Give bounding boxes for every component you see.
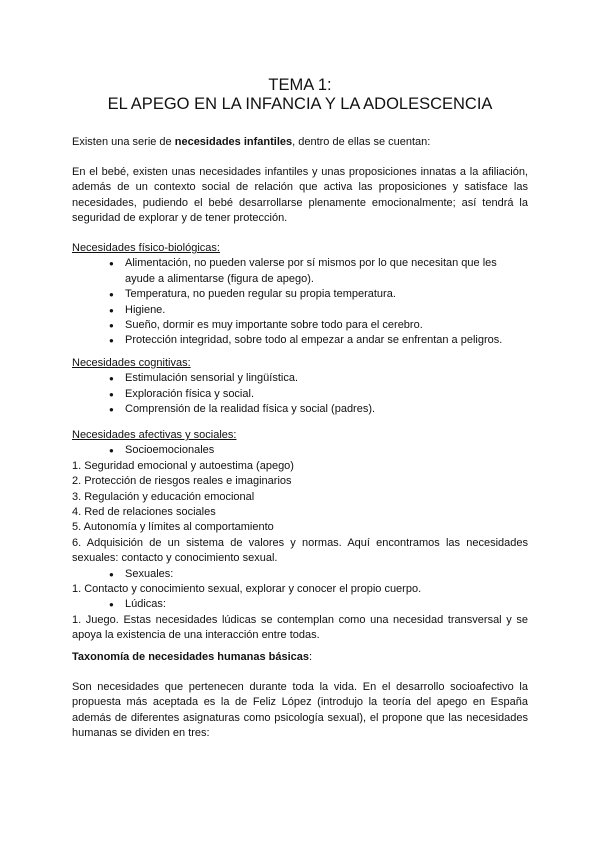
section-afectivas <box>72 428 528 644</box>
section-heading-cognitivas: Necesidades cognitivas: <box>72 357 191 369</box>
list-item: ● Comprensión de la realidad física y social (padres). <box>72 402 528 417</box>
section-heading-afectivas: Necesidades afectivas y sociales: <box>72 429 237 441</box>
sexuales-label-list <box>72 567 528 582</box>
socio-label: ● Socioemocionales <box>72 443 528 458</box>
list-item: ● Temperatura, no pueden regular su propia temperatura. <box>72 287 528 302</box>
intro-after: , dentro de ellas se cuentan: <box>292 136 431 148</box>
taxonomia-heading-colon: : <box>309 651 313 663</box>
list-item: ● Alimentación, no pueden valerse por sí mismos por lo que necesitan que les ayude a alimentarse (figura de apego). <box>72 256 528 287</box>
list-item: ● Exploración física y social. <box>72 387 528 402</box>
list-item: ● Higiene. <box>72 303 528 318</box>
section-cognitivas <box>72 356 528 418</box>
cognitivas-list <box>72 371 528 417</box>
section-fisico <box>72 241 528 349</box>
socio-label-list <box>72 443 528 458</box>
ludicas-label: ● Lúdicas: <box>72 597 528 612</box>
bebe-paragraph: En el bebé, existen unas necesidades infantiles y unas proposiciones innatas a la afiliación, además de un contexto social de relación que activa las proposiciones y satisface las necesidades, pudiendo el bebé desarrollarse plenamente emocionalmente; así tendrá la seguridad de explorar y de tener protección. <box>72 166 528 225</box>
numbered-item: 6. Adquisición de un sistema de valores y normas. Aquí encontramos las necesidades sexuales: contacto y conocimiento sexual. <box>72 536 528 565</box>
section-heading-fisico: Necesidades físico-biológicas: <box>72 242 220 254</box>
list-item: ● Estimulación sensorial y lingüística. <box>72 371 528 386</box>
numbered-item: 1. Contacto y conocimiento sexual, explorar y conocer el propio cuerpo. <box>72 583 422 596</box>
sexuales-label: ● Sexuales: <box>72 567 528 582</box>
page-title-line1: TEMA 1: <box>268 76 332 94</box>
numbered-item: 2. Protección de riesgos reales e imaginarios <box>72 475 292 488</box>
taxonomia-paragraph: Son necesidades que pertenecen durante toda la vida. En el desarrollo socioafectivo la propuesta más aceptada es la de Feliz López (introdujo la teoría del apego en España además de diferentes asignaturas como psicología sexual), el propone que las necesidades humanas se dividen en tres: <box>72 681 528 740</box>
intro-paragraph <box>72 135 528 150</box>
numbered-item: 1. Juego. Estas necesidades lúdicas se contemplan como una necesidad transversal y se apoya la existencia de una interacción entre todas. <box>72 613 528 642</box>
numbered-item: 4. Red de relaciones sociales <box>72 506 216 519</box>
page-title-line2: EL APEGO EN LA INFANCIA Y LA ADOLESCENCIA <box>107 95 493 113</box>
fisico-list <box>72 256 528 348</box>
taxonomia-heading <box>72 650 528 665</box>
intro-bold: necesidades infantiles <box>174 136 293 148</box>
numbered-item: 1. Seguridad emocional y autoestima (apego) <box>72 459 294 472</box>
taxonomia-heading-bold: Taxonomía de necesidades humanas básicas <box>72 651 310 663</box>
numbered-item: 5. Autonomía y límites al comportamiento <box>72 521 274 534</box>
numbered-item: 3. Regulación y educación emocional <box>72 490 255 503</box>
intro-before: Existen una serie de <box>72 136 175 148</box>
list-item: ● Protección integridad, sobre todo al empezar a andar se enfrentan a peligros. <box>72 333 528 348</box>
list-item: ● Sueño, dormir es muy importante sobre todo para el cerebro. <box>72 318 528 333</box>
ludicas-label-list <box>72 597 528 612</box>
